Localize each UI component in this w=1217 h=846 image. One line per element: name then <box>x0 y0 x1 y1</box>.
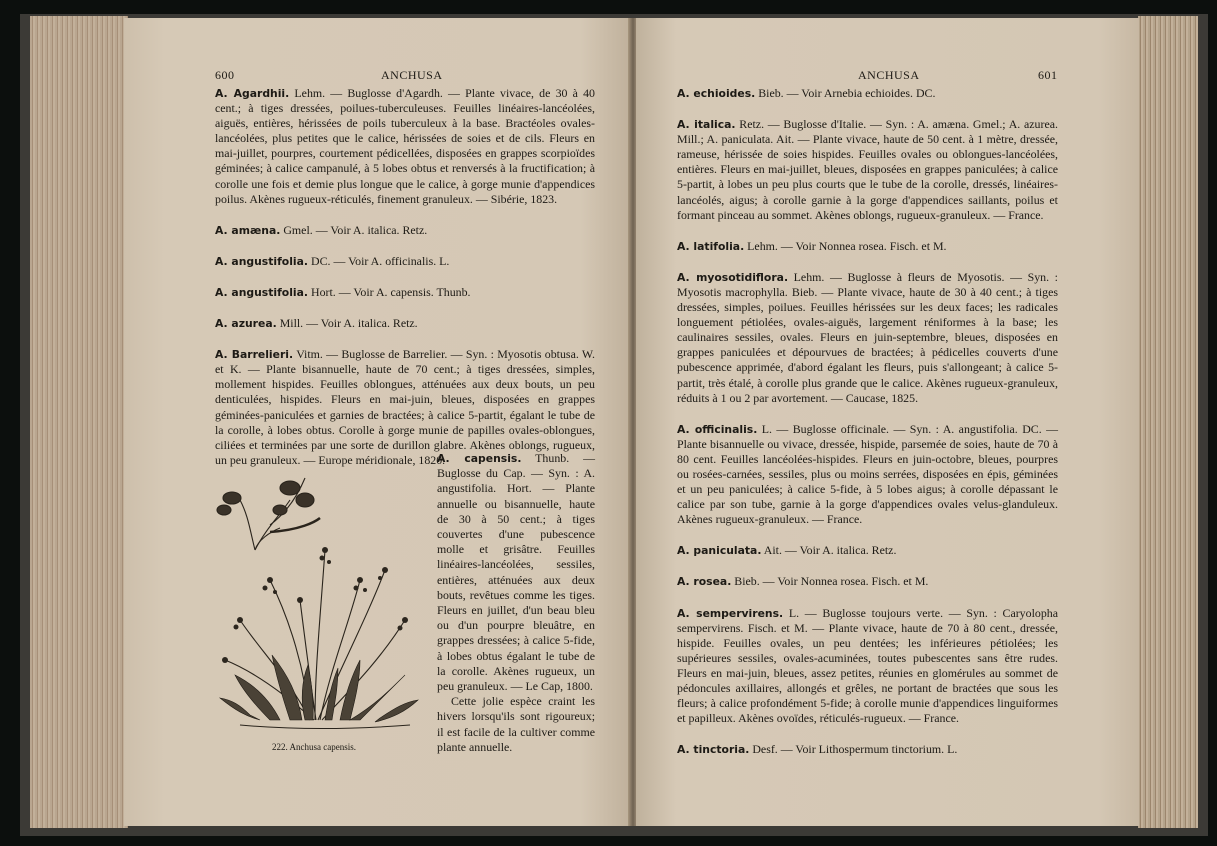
entry-name: A. echioides. <box>677 87 756 100</box>
page-edges-left <box>30 16 128 828</box>
entry-latifolia <box>677 239 1058 254</box>
entry-body: DC. — Voir A. officinalis. L. <box>310 253 450 268</box>
entry-barrelieri <box>215 347 595 468</box>
entry-body: Retz. — Buglosse d'Italie. — Syn. : A. amæna. Gmel.; A. azurea. Mill.; A. paniculata. Ait. — Plante vivace, haute de 50 cent. à 1 mètre, dressée, rameuse, hérissée de soies hispides. Feuilles ovales ou oblongues-lancéolées, entières. Fleurs en mai-juillet, bleues, disposées en grappes paniculées; à calice 5-partit, à lobes un peu plus courts que le tube de la corolle, dressés, linéaires-lancéolés, aigus; à corolle garnie à la gorge d'appendices saillants, poilus et formant pinceau au sommet. Akènes oblongs, rugueux-granuleux. — France. <box>677 117 1058 222</box>
entry-myosotidiflora <box>677 270 1058 406</box>
entry-name: A. azurea. <box>215 317 277 331</box>
entry-angustifolia-dc <box>215 254 595 269</box>
entry-body: Bieb. — Voir Nonnea rosea. Fisch. et M. <box>734 574 929 589</box>
right-page-text <box>677 86 1058 757</box>
entry-body: Mill. — Voir A. italica. Retz. <box>279 316 418 331</box>
entry-name: A. myosotidiflora. <box>677 270 789 284</box>
entry-officinalis <box>677 422 1058 528</box>
entry-name: A. angustifolia. <box>215 254 308 268</box>
entry-body: L. — Buglosse officinale. — Syn. : A. angustifolia. DC. — Plante bisannuelle ou vivace, dressée, hispide, parsemée de soies, haute de 70 à 80 cent. Feuilles lancéolées-hispides. Fleurs en juin-octobre, bleues, pourpres ou rosées-carnées, sessiles, plus ou moins serrées, disposées en épis, géminées et un peu paniculées; à calice 5-fide, à 5 lobes aigus; à corolle dépassant le calice par son tube, garnie à la gorge d'appendices ovales velus-glanduleux. Akènes rugueux-granuleux. — France. <box>677 421 1058 527</box>
entry-tinctoria <box>677 742 1058 757</box>
entry-name: A. amæna. <box>215 223 281 237</box>
entry-body: L. — Buglosse toujours verte. — Syn. : Caryolopha sempervirens. Fisch. et M. — Plante vivace, haute de 70 à 80 cent., dressée, hispide. Feuilles ovales, un peu dentées; les inférieures pétiolées; les supérieures sessiles, ovales-acuminées, toutes pubescentes sans être rudes. Fleurs en mai-juin, bleues, assez petites, réunies en glomérules au sommet de pédoncules axillaires, allongés et grêles, ne portant de bractées que sous les fleurs; à calice profondément 5-fide; à corolle munie d'appendices linguiformes et papilleux. Akènes ovoïdes, réticulés-rugueux. — France. <box>677 605 1058 726</box>
entry-rosea <box>677 574 1058 589</box>
entry-name: A. tinctoria. <box>677 743 750 757</box>
page-edges-right <box>1138 16 1198 828</box>
entry-name: A. Barrelieri. <box>215 348 294 362</box>
capensis-note: Cette jolie espèce craint les hivers lorsqu'ils sont rigoureux; il est facile de la cultiver comme plante annuelle. <box>437 694 595 754</box>
entry-name: A. officinalis. <box>677 422 758 436</box>
left-page-number: 600 <box>215 68 235 82</box>
entry-body: Lehm. — Voir Nonnea rosea. Fisch. et M. <box>747 238 947 253</box>
left-page-text <box>215 86 595 468</box>
entry-angustifolia-hort <box>215 285 595 300</box>
entry-body: Lehm. — Buglosse à fleurs de Myosotis. — Syn. : Myosotis macrophylla. Bieb. — Plante vivace, haute de 30 à 40 cent.; à tiges dressées, simples, poilues. Feuilles hérissées sur les deux faces; les radicales longuement pétiolées, ovales-aiguës, largement réniformes à la base; les caulinaires sessiles, ovales. Fleurs en juin-septembre, bleues, disposées en grappes paniculées et dépourvues de bractées; à pédicelles couverts d'une pubescence apprimée, d'abord égalant les fleurs, puis s'allongeant; à calice 5-partit, très étalé, à corolle plus grande que le calice. Akènes rugueux-granuleux, réduits à 1 ou 2 par avortement. — Caucase, 1825. <box>677 269 1058 405</box>
entry-name: A. latifolia. <box>677 239 745 253</box>
entry-name: A. italica. <box>677 118 736 132</box>
anchusa-capensis-illustration <box>210 470 426 740</box>
right-page-number: 601 <box>1038 68 1058 82</box>
entry-body: Vitm. — Buglosse de Barrelier. — Syn. : Myosotis obtusa. W. et K. — Plante bisannuelle, haute de 70 cent.; à tiges dressées, simples, mollement hispides. Feuilles oblongues, atténuées aux deux bouts, un peu denticulées, hispides. Fleurs en mai-juin, bleues, disposées en grappes géminées-paniculées et garnies de bractées; à calice 5-partit, égalant le tube de la corolle, à lobes obtus. Corolle à gorge munie de papilles ovales-oblongues, ciliées et terminées par une sorte de durillon glabre. Akènes oblongs, rugueux, un peu granuleux. — Europe méridionale, 1820. <box>215 347 595 467</box>
entry-italica <box>677 117 1058 223</box>
figure-caption: 222. Anchusa capensis. <box>272 742 356 752</box>
entry-sempervirens <box>677 606 1058 727</box>
entry-amaena <box>215 223 595 238</box>
entry-body: Thunb. — Buglosse du Cap. — Syn. : A. angustifolia. Hort. — Plante annuelle ou bisannuelle, haute de 30 à 50 cent.; à tiges couvertes d'une pubescence molle et grisâtre. Feuilles linéaires-lancéolées, sessiles, entières, atténuées aux deux bouts, revêtues comme les tiges. Fleurs en juillet, d'un beau bleu ou d'un pourpre bleuâtre, en grappes dressées; à calice 5-fide, à lobes obtus égalant le tube de la corolle. Akènes rugueux, un peu granuleux. — Le Cap, 1800. <box>437 451 596 694</box>
entry-body: Gmel. — Voir A. italica. Retz. <box>283 222 428 237</box>
entry-body: Ait. — Voir A. italica. Retz. <box>763 543 897 558</box>
entry-azurea <box>215 316 595 331</box>
entry-body: Hort. — Voir A. capensis. Thunb. <box>310 284 471 299</box>
entry-body: Desf. — Voir Lithospermum tinctorium. L. <box>752 742 958 757</box>
entry-name: A. paniculata. <box>677 544 762 558</box>
right-running-head: ANCHUSA <box>858 68 920 82</box>
entry-paniculata <box>677 543 1058 558</box>
entry-echioides <box>677 86 1058 101</box>
entry-agardhii <box>215 86 595 207</box>
entry-capensis <box>437 451 595 694</box>
left-running-head: ANCHUSA <box>381 68 443 82</box>
entry-name: A. rosea. <box>677 575 732 589</box>
capensis-entry <box>437 451 595 755</box>
entry-body: Lehm. — Buglosse d'Agardh. — Plante vivace, de 30 à 40 cent.; à tiges dressées, poilues-tuberculeuses. Feuilles linéaires-lancéolées, aiguës, entières, hérissées de poils tuberculeux à la base. Bractéoles ovales-lancéolées, plus petites que le calice, hérissées de soies et de cils. Fleurs en mai-juillet, pourpres, courtement pédicellées, disposées en grappes scorpioïdes géminées; à calice campanulé, à 5 lobes obtus et renversés à la fructification; à corolle une fois et demie plus longue que le calice, à gorge munie d'appendices poilus. Akènes rugueux-réticulés, finement granuleux. — Sibérie, 1823. <box>215 86 595 206</box>
entry-name: A. sempervirens. <box>677 606 784 620</box>
entry-body: Bieb. — Voir Arnebia echioides. DC. <box>758 86 936 100</box>
entry-name: A. angustifolia. <box>215 285 308 299</box>
entry-name: A. Agardhii. <box>215 87 290 100</box>
entry-name: A. capensis. <box>437 452 522 465</box>
